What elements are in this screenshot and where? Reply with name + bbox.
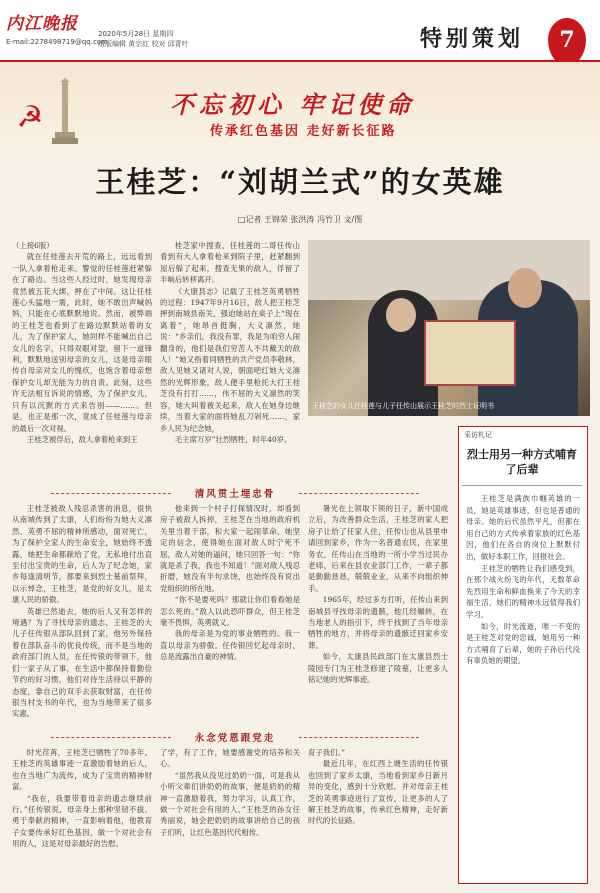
- paragraph: 王桂芝被俘后，敌人拿着枪来到王: [26, 434, 138, 444]
- paragraph: 如今，太康县民政部门在太康县烈士陵园专门为王桂芝修建了陵墓，让更多人铭记她的光辉事迹。: [308, 652, 448, 685]
- article-column-1: [12, 240, 152, 480]
- section-title: 特别策划: [420, 26, 525, 52]
- photo-caption: 王桂芝的女儿任桂莲与儿子任传山展示王桂芝的烈士证明书: [312, 402, 494, 410]
- article-column-2: [160, 240, 300, 480]
- monument-icon: [52, 78, 78, 144]
- paragraph: 就在任桂莲去开荒的路上，远远看到一队人拿着枪走来。警觉的任桂莲赶紧躲在了路边。当这些人经过时，她发现母亲竟然被五花大绑，押在了中间。这让任桂莲心头猛地一震，此时，她不敢出声喊妈妈，只能在心底默默地说。然而，被弊端的王桂芝也看到了在路边默默站着的女儿，为了保护家人，她同样不能喊出自己女儿的名字，只得双眼对望，留下一道锋利，默默地送别母亲的女儿，这是母亲眼传自母亲对女儿的愧疚，也饱含着母亲想保护女儿却无能为力的自责。此刻，这些许无法相互诉说的情感，为了保护女儿，只有以沉默的方式来告别——……。但是，也正是那一次，竟成了任桂莲与母亲的最后一次对视。: [12, 252, 152, 433]
- article-column-6: [308, 503, 448, 723]
- article-column-4: [12, 503, 152, 723]
- subheading-2: 永念党恩跟党走: [175, 730, 295, 744]
- paragraph: “你不是要死吗？那就让你们看看她是怎么死的。”敌人以此恐吓群众，但王桂芝毫不畏惧，英勇就义。: [160, 595, 300, 628]
- paragraph: 暑光在上领取下领的日子，新中国成立后，为改善群众生活，王桂芝的家人把房子让给了任家人住，任传山也从县里申请回到家乡，作为一名普通农民，在家里务农，任传山在当地的一所小学当过民办老师，后来在县农业部门工作，一辈子都是勤勤恳恳，兢兢业业，从来不向组织伸手。: [308, 504, 448, 593]
- banner-subslogan: 传承红色基因 走好新长征路: [210, 124, 397, 139]
- paragraph: 毛主席万岁”壮烈牺牲，时年40岁。: [174, 434, 292, 444]
- paragraph: 《大康县志》记载了王桂芝英勇牺牲的过程：1947年9月16日，敌人把王桂芝押到南城县南关，强迫她站在桌子上“现在离着”，她昂首挺胸，大义凛然，她说：“乡亲们，我没有罪，我是为咱穷人闹翻身的，他们是我们穷苦人不共戴天的敌人！”她又指着同牺牲的共产党员李敬林，敌人见她又诸对人说，朝面吧红她大义凛然的光辉形象，敌人便手里枪托大打王桂芝没有打打……，伟不屈的大义凛然的笑容，她大叫着被关起来，敌人在她身边继续，当着大家的面将她乱刀剁死……，家乡人民为纪念她，: [160, 286, 300, 433]
- article-byline: □记者 王锦荣 张洪涛 冯竹卫 文/图: [237, 215, 363, 224]
- paragraph: 了学，有了工作，她要感谢党的培养和关心。: [160, 748, 300, 769]
- paragraph: 王桂芝被敌人残忍杀害的消息，很快从南城传到了太康，人们纷纷为她大义凛然、英勇不屈的精神所感动，面对死亡，为了保护全家人的生命安全，她始终不透露，她把生命都献给了党，无私地付出直至付出宝贵的生命，后人为了纪念她，家乡每逢清明节，都要来到烈士墓前祭拜，以示悼念，王桂芝，是党的好女儿，是太康人民的骄傲。: [12, 504, 152, 605]
- article-headline: 王桂芝：“刘胡兰式”的女英雄: [95, 165, 505, 199]
- article-column-5: [160, 503, 300, 723]
- article-column-9: [308, 747, 448, 883]
- paragraph: 育子我们。”: [308, 748, 346, 757]
- masthead: [0, 0, 600, 62]
- editor-credits: 组版编辑 黄宗红 校对 邱青叶: [98, 40, 189, 48]
- sidebar-label: 采访札记: [464, 431, 492, 439]
- newspaper-logo: 内江晚报: [6, 14, 78, 34]
- paragraph: 1965年，经过多方打听，任传山来到南城县寻找母亲的遗骸，他几经辗转，在当地老人的指引下，终于找到了当年母亲牺牲的地方，并将母亲的遗骸迁回家乡安葬。: [308, 595, 448, 650]
- banner-slogan: 不忘初心 牢记使命: [170, 90, 416, 119]
- article-photo: [308, 240, 590, 416]
- paragraph: 王桂芝的牺牲让我们感受到，在那个战火纷飞的年代，无数革命先烈用生命和鲜血换来了今天的幸福生活，她们的精神永远值得我们学习。: [466, 563, 580, 619]
- sidebar-text: [466, 493, 580, 877]
- party-emblem-icon: ☭: [16, 100, 44, 135]
- page-number-badge: 7: [548, 18, 586, 66]
- issue-date: 2020年5月28日 星期四: [98, 30, 174, 38]
- paragraph: 英雄已然逝去，她的后人又有怎样的境遇？为了寻找母亲的遗志，王桂芝的大儿子任传银从部队回到了家，他另外保持着在部队奋斗的优良传统，而不是当地的政府部门的人员，在任传银的带领下，他们一家子从了事，在生活中都保持着勤俭节约的好习惯，他们对待生活持以平静的态度，靠自己的双手去获取财富，在任传银当村支书的年代，也为当地带来了很多实惠。: [12, 606, 152, 719]
- paragraph: （上接6版）: [12, 241, 54, 250]
- paragraph: 最近几年，在红西上塘生活的任传银也回到了家乡太康，当地看到家乡日新月异的变化，感到十分欣慰。并对母亲王桂芝的英勇事迹进行了宣传，让更多的人了解王桂芝的故事，传承红色精神，走好新时代的长征路。: [308, 759, 448, 826]
- article-column-8: [160, 747, 300, 883]
- paragraph: “我在，我要带着母亲的遗志继续前行。”任传银说，母亲身上那种坚韧不拔、勇于奉献的精神，一直影响着他，他教育子女要传承好红色基因，做一个对社会有用的人，这是对母亲最好的告慰。: [12, 793, 152, 849]
- paragraph: “虽然我从没见过奶奶一面，可是我从小听父辈们讲奶奶的故事，便是奶奶的精神一直激励着我，努力学习，认真工作，做一个对社会有用的人。”王桂芝的孙女任秀丽说，她会把奶奶的故事讲给自己的孩子们听，让红色基因代代相传。: [160, 770, 300, 837]
- paragraph: 他来到一个村子打探情况时，却看到房子被敌人拆掉，王桂芝在当地的政府机关里当着干部，和大家一起闹革命，她坚定的信念，使得她在面对敌人时宁死不屈，敌人对她的逼问，她只回答一句：“你就是杀了我，我也不知道！”面对敌人残忍折磨，她没有半句求饶，也始终没有说出党组织的所在地。: [160, 504, 300, 593]
- subheading-1: 清风贯土埋忠骨: [175, 486, 295, 500]
- paragraph: 桂芝家中搜查，任桂莲的二哥任传山看到有大人拿着枪来到院子里，赶紧翻到屋后躲了起来，搜查无果的敌人，俘留了半晌后转移离开。: [160, 241, 300, 285]
- certificate: [424, 320, 516, 386]
- sidebar-title: 烈士用另一种方式哺育了后辈: [467, 448, 577, 476]
- article-column-7: [12, 747, 152, 883]
- paragraph: 如今，时光流逝，唯一不变的是王桂芝对党的忠诚，她用另一种方式哺育了后辈，她的子孙后代没有辜负她的期望。: [466, 621, 580, 666]
- paragraph: 王桂芝是满族巾帼英雄的一员，她是英雄事迹，但也是普通的母亲。她的后代虽然平凡，但都在用自己的方式传承着家族的红色基因，他们在各自的岗位上默默付出，做好本职工作，回报社会。: [466, 494, 580, 561]
- paragraph: 我的母亲是为党的事业牺牲的。我一直以母亲为骄傲。任传银回忆起母亲时，总是流露出自豪的神情。: [160, 629, 300, 662]
- sidebar-divider: [462, 485, 582, 486]
- paragraph: 时光荏苒，王桂芝已牺牲了70多年。王桂芝的英雄事迹一直激励着她的后人，也在当地广为流传，成为了宝贵的精神财富。: [12, 748, 152, 792]
- contact-email: E-mail:2278498719@qq.com: [6, 38, 108, 46]
